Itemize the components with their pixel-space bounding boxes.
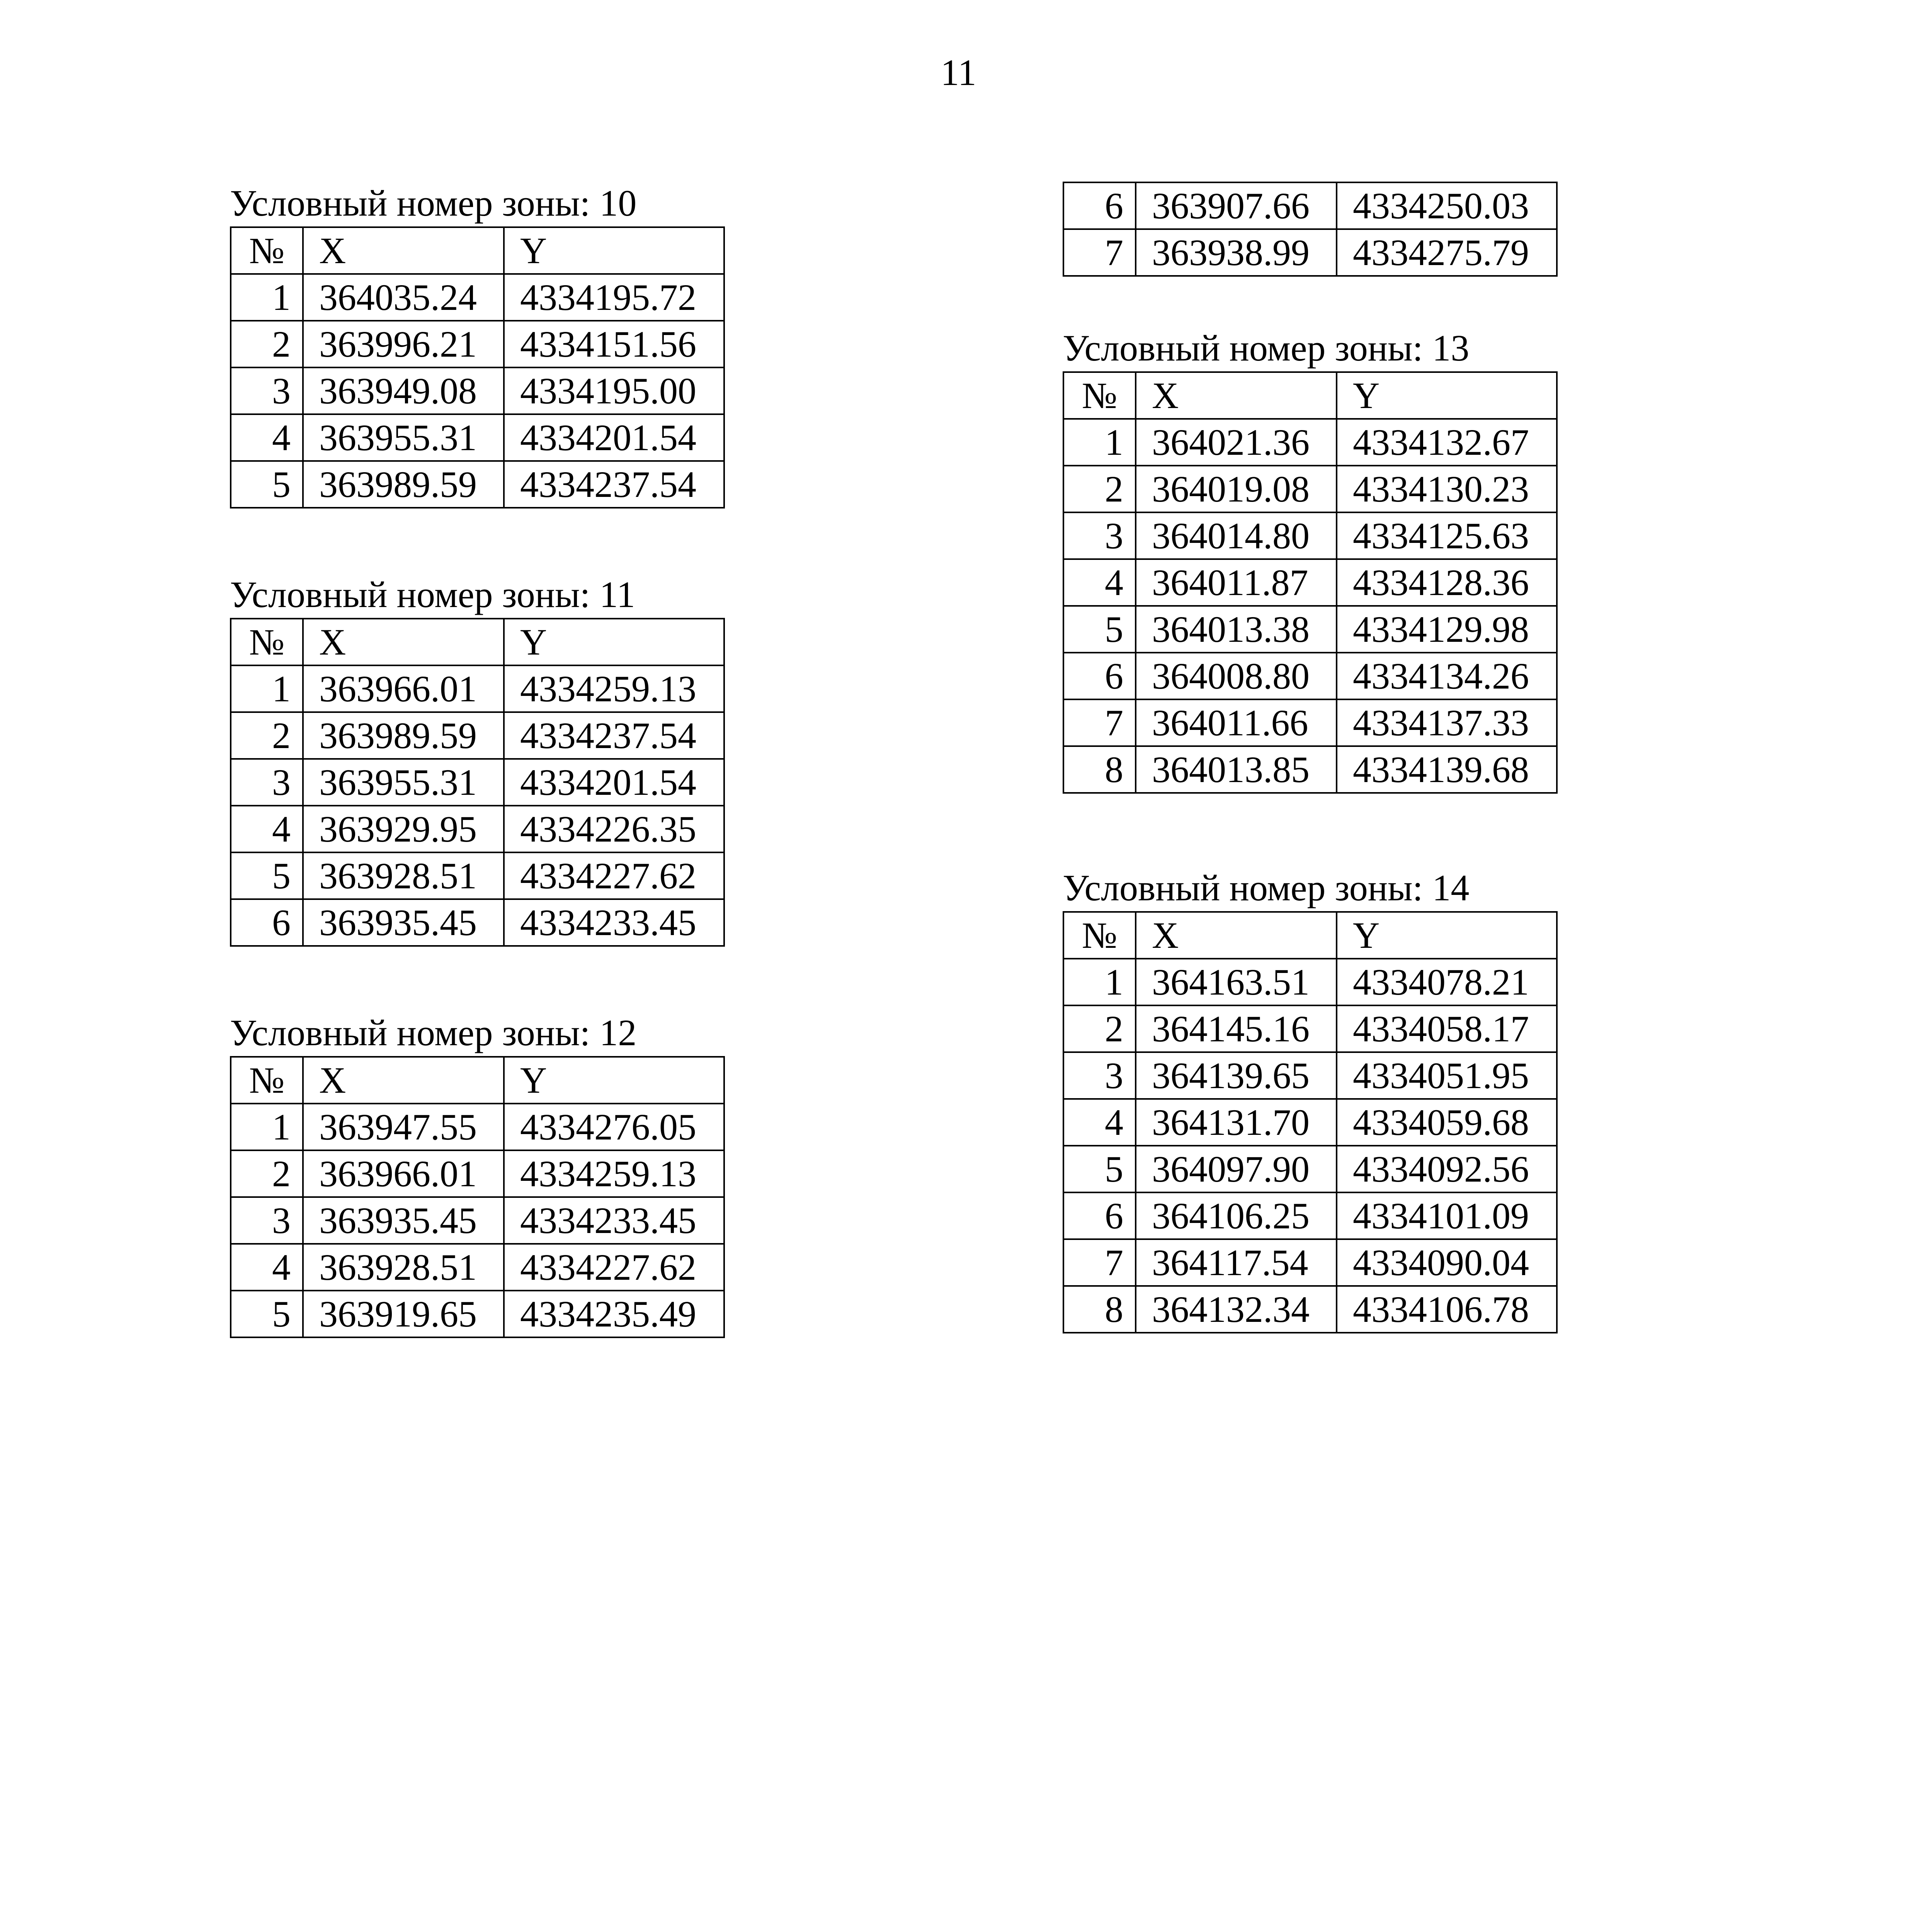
table-row xyxy=(231,461,724,508)
header-num: № xyxy=(231,227,303,274)
table-row xyxy=(231,1291,724,1337)
row-x: 364131.70 xyxy=(1136,1099,1337,1146)
row-num: 7 xyxy=(1063,229,1136,276)
row-x: 364132.34 xyxy=(1136,1286,1337,1333)
row-x: 364008.80 xyxy=(1136,653,1337,699)
table-header-row xyxy=(231,1057,724,1104)
header-x: X xyxy=(303,1057,504,1104)
row-y: 4334276.05 xyxy=(504,1104,724,1150)
row-num: 2 xyxy=(1063,466,1136,512)
table-row xyxy=(1063,606,1557,653)
table-row xyxy=(231,806,724,852)
zone-11-title: Условный номер зоны: 11 xyxy=(230,574,635,615)
table-row xyxy=(1063,559,1557,606)
zone-14-block xyxy=(1063,869,1558,1333)
row-y: 4334139.68 xyxy=(1337,746,1557,793)
row-num: 2 xyxy=(231,321,303,367)
row-y: 4334227.62 xyxy=(504,852,724,899)
row-num: 6 xyxy=(231,899,303,946)
zone-12-table xyxy=(230,1056,725,1338)
row-num: 8 xyxy=(1063,746,1136,793)
row-x: 363907.66 xyxy=(1136,182,1337,229)
zone-11-block xyxy=(230,576,725,947)
zone-13-block xyxy=(1063,327,1558,794)
zone-12-block xyxy=(230,1014,725,1338)
row-x: 364019.08 xyxy=(1136,466,1337,512)
table-row xyxy=(1063,699,1557,746)
row-x: 363929.95 xyxy=(303,806,504,852)
row-x: 363928.51 xyxy=(303,852,504,899)
row-y: 4334134.26 xyxy=(1337,653,1557,699)
row-num: 3 xyxy=(231,367,303,414)
row-y: 4334195.72 xyxy=(504,274,724,321)
row-x: 363935.45 xyxy=(303,1197,504,1244)
header-y: Y xyxy=(504,1057,724,1104)
row-num: 4 xyxy=(1063,559,1136,606)
row-x: 364139.65 xyxy=(1136,1052,1337,1099)
row-num: 4 xyxy=(1063,1099,1136,1146)
header-y: Y xyxy=(504,227,724,274)
header-num: № xyxy=(1063,372,1136,419)
table-header-row xyxy=(1063,372,1557,419)
header-num: № xyxy=(231,619,303,665)
row-y: 4334226.35 xyxy=(504,806,724,852)
table-row xyxy=(231,899,724,946)
row-y: 4334137.33 xyxy=(1337,699,1557,746)
row-x: 364106.25 xyxy=(1136,1192,1337,1239)
table-row xyxy=(231,1150,724,1197)
row-y: 4334151.56 xyxy=(504,321,724,367)
table-row xyxy=(231,367,724,414)
zone-10-table xyxy=(230,226,725,509)
row-y: 4334101.09 xyxy=(1337,1192,1557,1239)
table-row xyxy=(1063,466,1557,512)
zone-14-title: Условный номер зоны: 14 xyxy=(1063,867,1470,908)
row-num: 1 xyxy=(1063,959,1136,1005)
row-y: 4334233.45 xyxy=(504,899,724,946)
row-y: 4334201.54 xyxy=(504,759,724,806)
row-y: 4334078.21 xyxy=(1337,959,1557,1005)
row-x: 364145.16 xyxy=(1136,1005,1337,1052)
row-num: 7 xyxy=(1063,699,1136,746)
row-y: 4334058.17 xyxy=(1337,1005,1557,1052)
zone-12-continuation-block xyxy=(1063,182,1558,277)
row-y: 4334128.36 xyxy=(1337,559,1557,606)
row-x: 364035.24 xyxy=(303,274,504,321)
table-row xyxy=(231,414,724,461)
row-num: 3 xyxy=(231,1197,303,1244)
table-row xyxy=(231,712,724,759)
row-y: 4334106.78 xyxy=(1337,1286,1557,1333)
zone-12-title: Условный номер зоны: 12 xyxy=(230,1012,637,1053)
row-y: 4334250.03 xyxy=(1337,182,1557,229)
table-row xyxy=(231,1197,724,1244)
row-y: 4334237.54 xyxy=(504,712,724,759)
row-y: 4334125.63 xyxy=(1337,512,1557,559)
header-y: Y xyxy=(504,619,724,665)
row-y: 4334092.56 xyxy=(1337,1146,1557,1192)
zone-14-table xyxy=(1063,911,1558,1333)
header-num: № xyxy=(1063,912,1136,959)
row-y: 4334237.54 xyxy=(504,461,724,508)
table-row xyxy=(1063,1286,1557,1333)
table-row xyxy=(1063,653,1557,699)
row-num: 8 xyxy=(1063,1286,1136,1333)
row-x: 364011.87 xyxy=(1136,559,1337,606)
header-x: X xyxy=(1136,912,1337,959)
row-num: 3 xyxy=(1063,1052,1136,1099)
row-num: 2 xyxy=(1063,1005,1136,1052)
zone-13-title: Условный номер зоны: 13 xyxy=(1063,327,1470,369)
table-row xyxy=(231,1244,724,1291)
row-x: 364011.66 xyxy=(1136,699,1337,746)
row-x: 364117.54 xyxy=(1136,1239,1337,1286)
table-row xyxy=(1063,746,1557,793)
row-num: 5 xyxy=(1063,1146,1136,1192)
table-row xyxy=(231,665,724,712)
zone-12-continuation-table xyxy=(1063,182,1558,277)
table-header-row xyxy=(231,227,724,274)
row-num: 5 xyxy=(1063,606,1136,653)
row-num: 7 xyxy=(1063,1239,1136,1286)
row-y: 4334195.00 xyxy=(504,367,724,414)
header-x: X xyxy=(1136,372,1337,419)
row-y: 4334259.13 xyxy=(504,665,724,712)
row-x: 363966.01 xyxy=(303,1150,504,1197)
row-y: 4334090.04 xyxy=(1337,1239,1557,1286)
row-y: 4334051.95 xyxy=(1337,1052,1557,1099)
row-num: 6 xyxy=(1063,653,1136,699)
table-row xyxy=(1063,419,1557,466)
row-num: 6 xyxy=(1063,1192,1136,1239)
zone-11-table xyxy=(230,618,725,947)
row-x: 363989.59 xyxy=(303,461,504,508)
row-y: 4334201.54 xyxy=(504,414,724,461)
header-num: № xyxy=(231,1057,303,1104)
row-x: 363935.45 xyxy=(303,899,504,946)
table-row xyxy=(1063,1052,1557,1099)
header-y: Y xyxy=(1337,372,1557,419)
row-y: 4334233.45 xyxy=(504,1197,724,1244)
row-x: 363966.01 xyxy=(303,665,504,712)
row-num: 3 xyxy=(231,759,303,806)
page-number: 11 xyxy=(941,52,976,93)
row-x: 364013.38 xyxy=(1136,606,1337,653)
row-y: 4334235.49 xyxy=(504,1291,724,1337)
table-row xyxy=(1063,1099,1557,1146)
row-x: 363955.31 xyxy=(303,759,504,806)
row-x: 363938.99 xyxy=(1136,229,1337,276)
row-num: 1 xyxy=(1063,419,1136,466)
table-row xyxy=(231,852,724,899)
row-num: 6 xyxy=(1063,182,1136,229)
row-x: 363996.21 xyxy=(303,321,504,367)
table-row xyxy=(1063,1192,1557,1239)
row-x: 363947.55 xyxy=(303,1104,504,1150)
table-row xyxy=(231,274,724,321)
row-x: 363955.31 xyxy=(303,414,504,461)
row-num: 5 xyxy=(231,1291,303,1337)
table-row xyxy=(231,321,724,367)
row-y: 4334227.62 xyxy=(504,1244,724,1291)
table-row xyxy=(1063,229,1557,276)
zone-13-table xyxy=(1063,371,1558,794)
row-x: 364013.85 xyxy=(1136,746,1337,793)
row-num: 5 xyxy=(231,461,303,508)
row-y: 4334129.98 xyxy=(1337,606,1557,653)
row-x: 364163.51 xyxy=(1136,959,1337,1005)
zone-10-block xyxy=(230,182,725,509)
table-row xyxy=(1063,1146,1557,1192)
table-row xyxy=(1063,1239,1557,1286)
table-row xyxy=(1063,1005,1557,1052)
table-row xyxy=(1063,512,1557,559)
zone-10-title: Условный номер зоны: 10 xyxy=(230,182,637,224)
row-x: 363928.51 xyxy=(303,1244,504,1291)
row-num: 4 xyxy=(231,414,303,461)
row-x: 363989.59 xyxy=(303,712,504,759)
table-header-row xyxy=(231,619,724,665)
table-row xyxy=(231,1104,724,1150)
row-num: 1 xyxy=(231,1104,303,1150)
table-header-row xyxy=(1063,912,1557,959)
header-x: X xyxy=(303,619,504,665)
row-num: 1 xyxy=(231,665,303,712)
row-y: 4334259.13 xyxy=(504,1150,724,1197)
row-y: 4334132.67 xyxy=(1337,419,1557,466)
row-num: 1 xyxy=(231,274,303,321)
row-x: 363919.65 xyxy=(303,1291,504,1337)
row-num: 5 xyxy=(231,852,303,899)
row-num: 4 xyxy=(231,1244,303,1291)
row-x: 363949.08 xyxy=(303,367,504,414)
header-x: X xyxy=(303,227,504,274)
row-x: 364097.90 xyxy=(1136,1146,1337,1192)
row-y: 4334130.23 xyxy=(1337,466,1557,512)
header-y: Y xyxy=(1337,912,1557,959)
table-row xyxy=(231,759,724,806)
row-num: 4 xyxy=(231,806,303,852)
table-row xyxy=(1063,182,1557,229)
table-row xyxy=(1063,959,1557,1005)
row-num: 3 xyxy=(1063,512,1136,559)
row-num: 2 xyxy=(231,712,303,759)
row-x: 364014.80 xyxy=(1136,512,1337,559)
row-y: 4334275.79 xyxy=(1337,229,1557,276)
row-x: 364021.36 xyxy=(1136,419,1337,466)
row-y: 4334059.68 xyxy=(1337,1099,1557,1146)
row-num: 2 xyxy=(231,1150,303,1197)
